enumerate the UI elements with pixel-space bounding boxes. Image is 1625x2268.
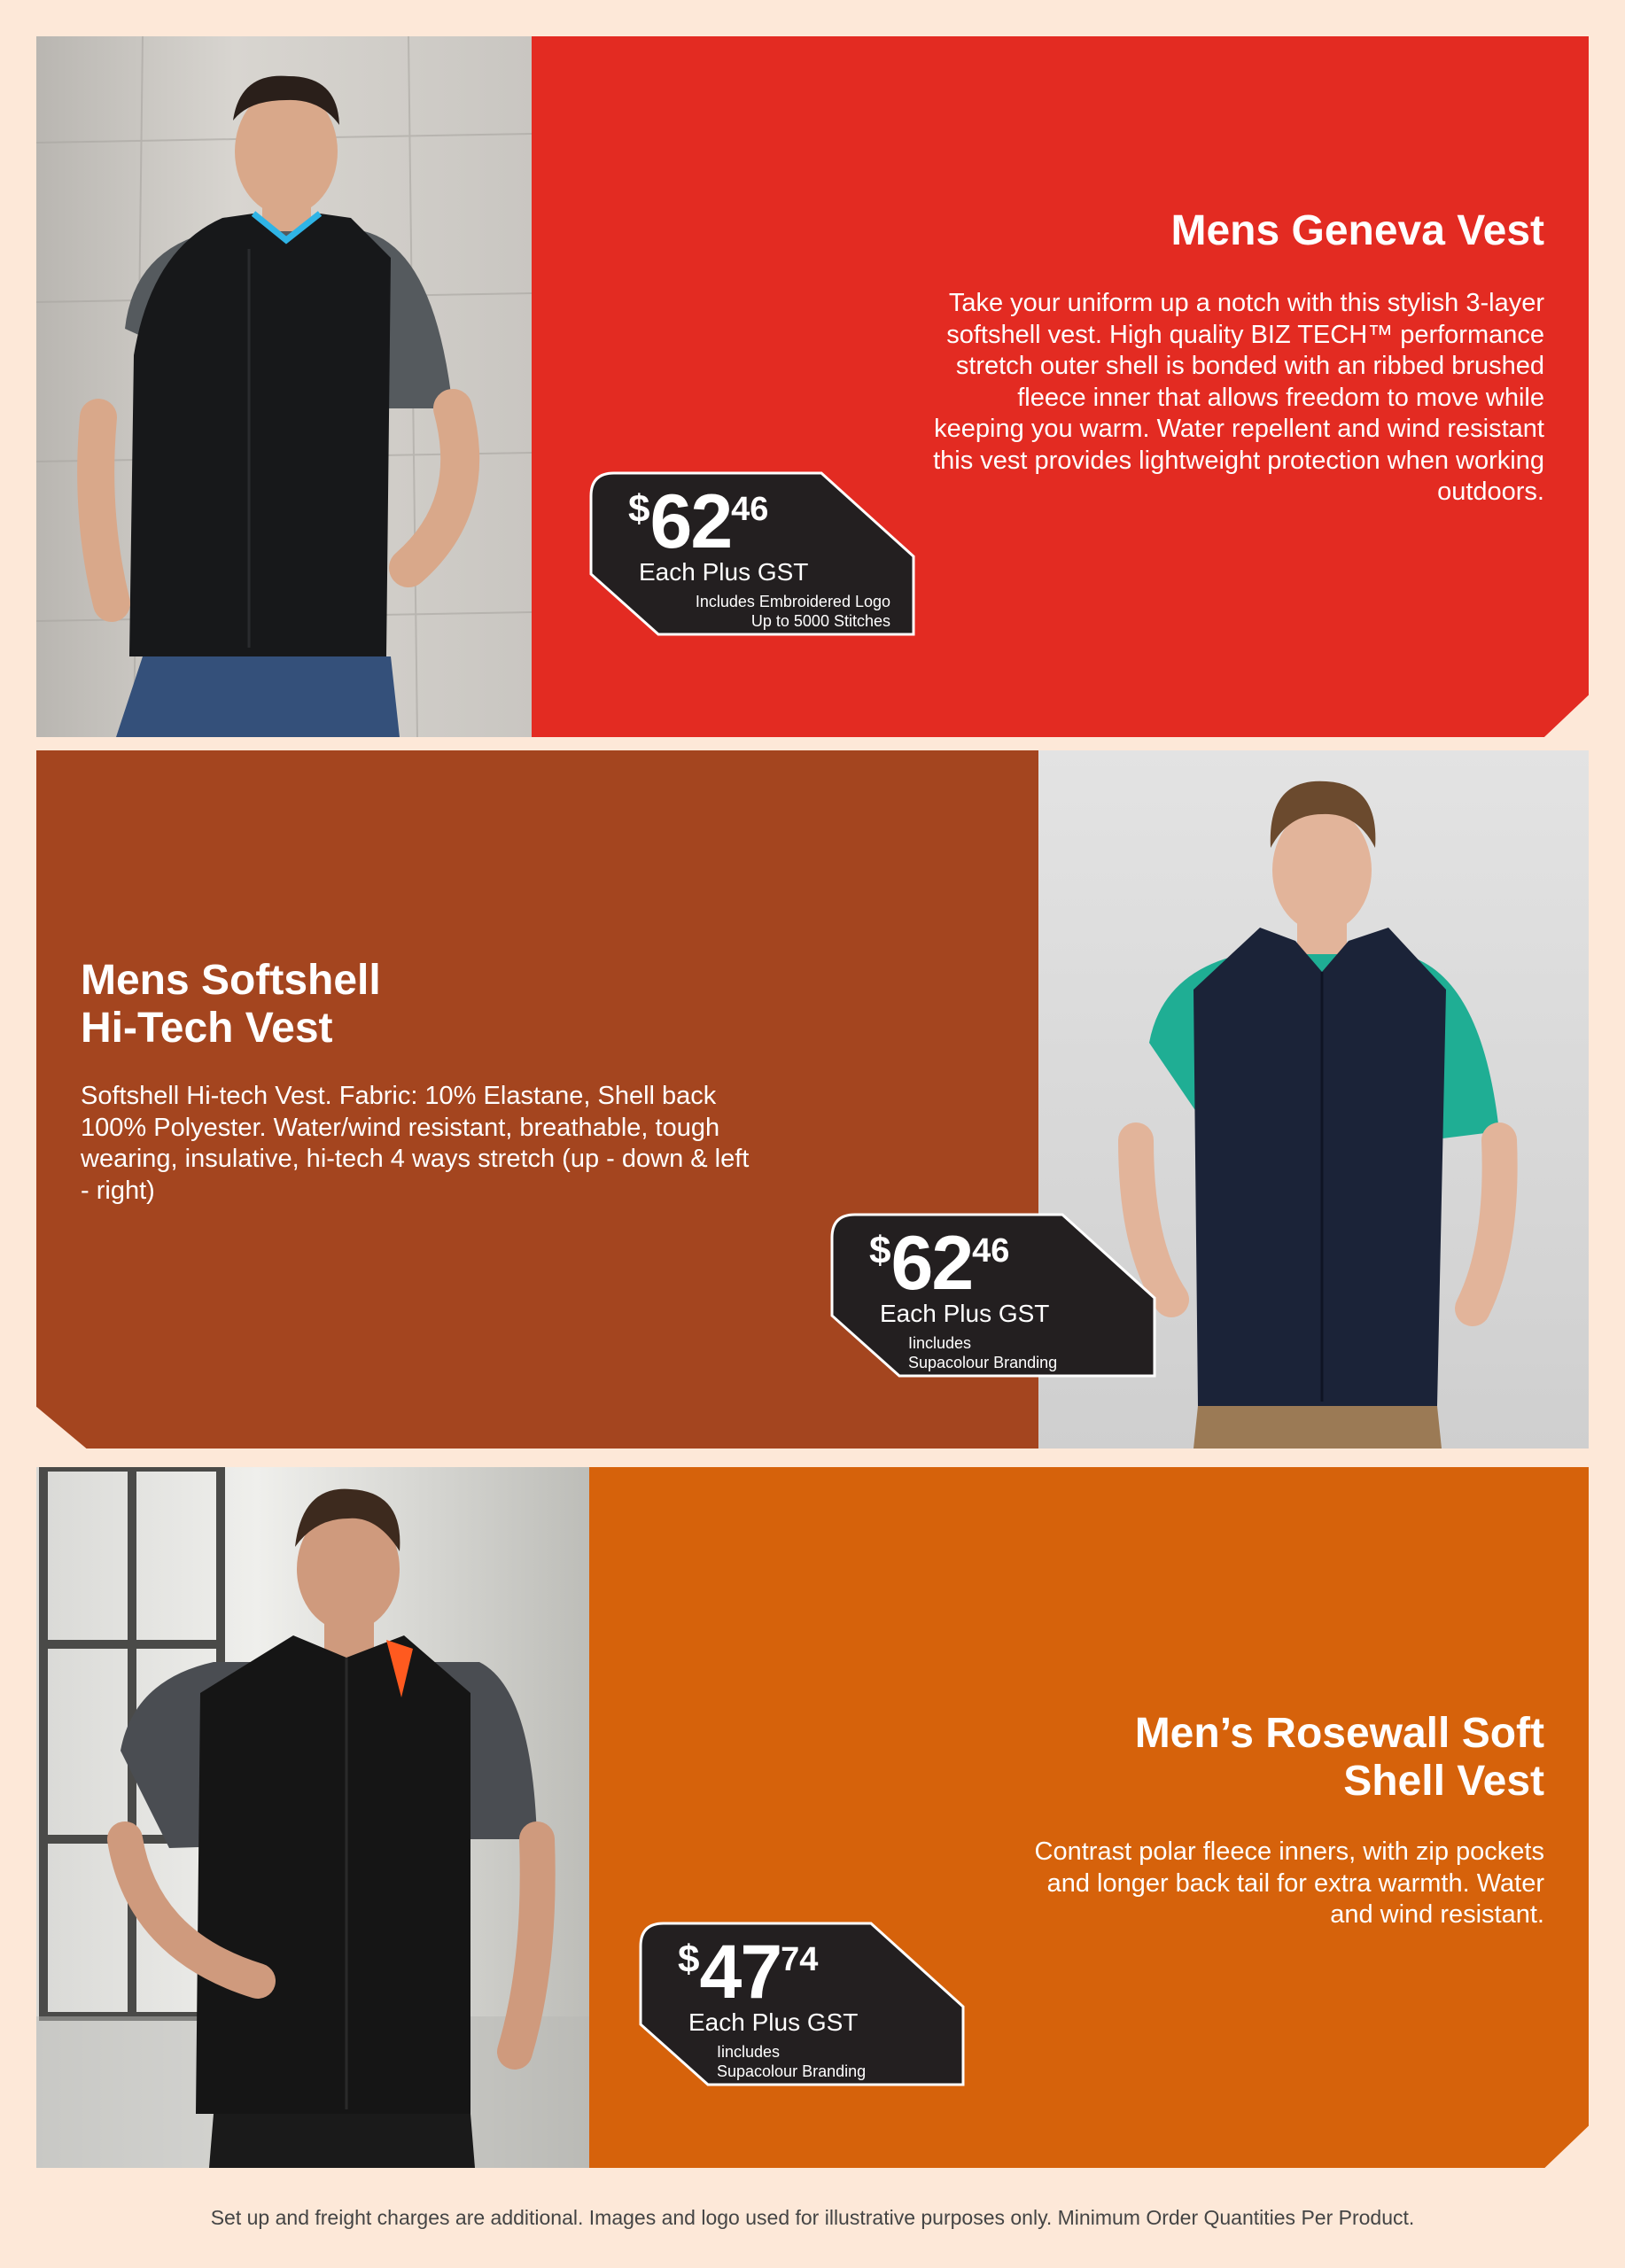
man-in-vest-illustration <box>36 36 532 737</box>
product-description: Take your uniform up a notch with this stylish 3-layer softshell vest. High quality BIZ TECH™ performance stretch outer shell is bonded with an ribbed brushed fleece inner that allows freedom to move while keeping you warm. Water repellent and wind resistant this vest provides lightweight protection when working outdoors. <box>933 289 1544 506</box>
product-description: Softshell Hi-tech Vest. Fabric: 10% Elastane, Shell back 100% Polyester. Water/wind resistant, breathable, tough wearing, insulative, hi-tech 4 ways stretch (up - down & left - right) <box>81 1082 750 1205</box>
price-includes <box>908 1333 1057 1372</box>
price-includes <box>696 592 890 631</box>
product-title-line2: Hi-Tech Vest <box>81 1005 333 1052</box>
price-includes-line1: Includes Embroidered Logo <box>695 593 890 610</box>
price-includes-line2: Up to 5000 Stitches <box>750 612 890 630</box>
price-includes-line1: Iincludes <box>908 1334 972 1352</box>
price-currency: $ <box>678 1938 700 1981</box>
product-title <box>81 957 878 1052</box>
price-amount <box>628 478 768 566</box>
price-includes <box>717 2042 866 2081</box>
price-each-label: Each Plus GST <box>688 2008 859 2036</box>
product-description: Contrast polar fleece inners, with zip pockets and longer back tail for extra warmth. Water and wind resistant. <box>1034 1837 1544 1929</box>
price-cents: 46 <box>731 491 769 528</box>
price-includes-line2: Supacolour Branding <box>717 2062 867 2080</box>
product-panel-rosewall-vest <box>36 1467 1589 2168</box>
price-currency: $ <box>869 1229 891 1272</box>
price-tag <box>639 1922 965 2086</box>
product-title: Mens Geneva Vest <box>1170 207 1544 254</box>
product-panel-softshell-hi-tech-vest <box>36 750 1589 1449</box>
product-panel-geneva-vest <box>36 36 1589 737</box>
product-title-line1: Mens Softshell <box>81 957 381 1004</box>
price-currency: $ <box>628 487 650 531</box>
price-dollars: 62 <box>890 1221 973 1306</box>
price-cents: 46 <box>972 1232 1010 1270</box>
price-cents: 74 <box>781 1941 819 1978</box>
price-tag <box>589 471 915 636</box>
price-dollars: 62 <box>649 479 732 564</box>
man-in-black-vest-illustration <box>36 1467 589 2168</box>
product-photo-geneva-vest <box>36 36 532 737</box>
footer-disclaimer: Set up and freight charges are additional. Images and logo used for illustrative purposes only. Minimum Order Quantities Per Product. <box>210 2206 1415 2229</box>
product-title <box>834 1710 1544 1806</box>
price-amount <box>678 1929 818 2016</box>
price-includes-line2: Supacolour Branding <box>908 1354 1058 1371</box>
price-dollars: 47 <box>699 1930 781 2015</box>
price-each-label: Each Plus GST <box>639 558 809 586</box>
price-amount <box>869 1220 1009 1308</box>
product-photo-rosewall-vest <box>36 1467 589 2168</box>
price-each-label: Each Plus GST <box>880 1300 1050 1327</box>
price-tag <box>830 1213 1156 1378</box>
price-includes-line1: Iincludes <box>717 2043 781 2061</box>
product-title-line2: Shell Vest <box>1343 1758 1544 1805</box>
product-title-line1: Men’s Rosewall Soft <box>1134 1710 1544 1757</box>
